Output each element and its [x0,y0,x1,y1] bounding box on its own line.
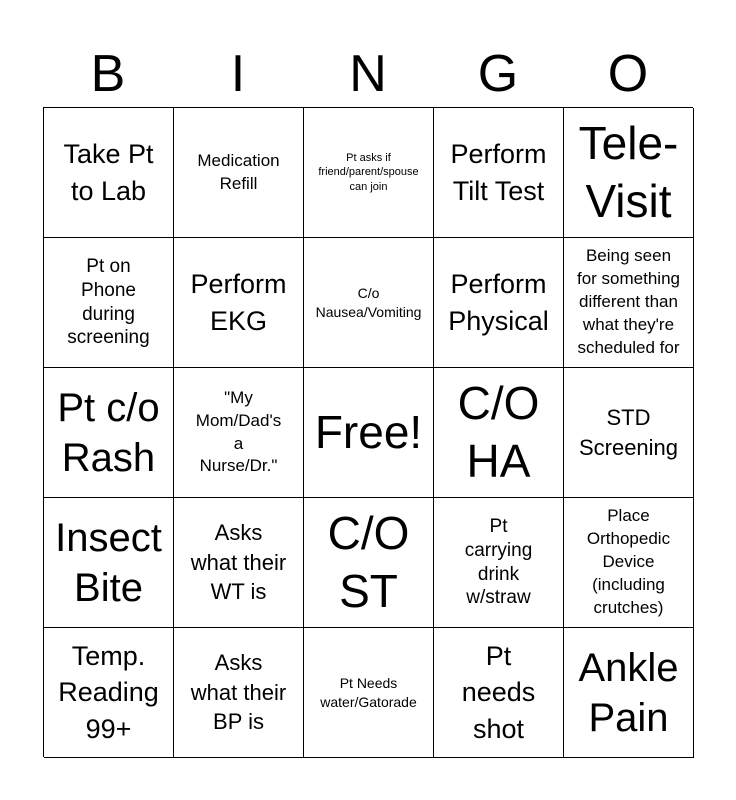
bingo-cell-text: Insect Bite [55,515,162,610]
bingo-cell-r2-c2[interactable] [174,238,304,368]
bingo-cell-text: Temp. Reading 99+ [58,640,159,744]
bingo-cell-r5-c5[interactable] [564,628,694,758]
bingo-cell-text: Asks what their BP is [190,649,287,735]
header-letter-i: I [230,45,246,103]
bingo-cell-r5-c4[interactable] [434,628,564,758]
bingo-card-grid [43,107,693,757]
bingo-cell-text: Free! [314,405,423,458]
bingo-cell-r2-c3[interactable] [304,238,434,368]
bingo-cell-text: Being seen for something different than what they're scheduled for [577,246,680,357]
bingo-cell-text: C/O HA [457,377,540,487]
bingo-cell-r4-c5[interactable] [564,498,694,628]
bingo-cell-text: Pt c/o Rash [57,385,160,480]
bingo-cell-r3-c1[interactable] [44,368,174,498]
bingo-cell-r3-c5[interactable] [564,368,694,498]
header-letter-o: O [607,45,649,103]
bingo-cell-text: Tele- Visit [578,117,679,227]
bingo-cell-text: C/O ST [327,507,410,617]
bingo-cell-r1-c2[interactable] [174,108,304,238]
bingo-cell-r2-c5[interactable] [564,238,694,368]
header-letter-b: B [90,45,126,103]
bingo-cell-text: Pt on Phone during screening [67,256,150,349]
bingo-cell-text: Pt needs shot [461,640,536,744]
bingo-cell-r5-c1[interactable] [44,628,174,758]
bingo-cell-text: Place Orthopedic Device (including crutches) [586,506,671,617]
bingo-cell-r3-c3[interactable] [304,368,434,498]
bingo-cell-r4-c4[interactable] [434,498,564,628]
bingo-cell-text: Asks what their WT is [190,519,287,605]
bingo-cell-text: Perform Tilt Test [450,139,547,206]
bingo-header [43,40,693,108]
header-letter-n: N [349,45,387,103]
bingo-cell-r1-c5[interactable] [564,108,694,238]
bingo-cell-r4-c3[interactable] [304,498,434,628]
bingo-cell-r1-c1[interactable] [44,108,174,238]
bingo-cell-text: "My Mom/Dad's a Nurse/Dr." [195,387,282,476]
header-letter-g: G [477,45,519,103]
bingo-cell-text: Medication Refill [197,150,280,193]
bingo-cell-r5-c3[interactable] [304,628,434,758]
bingo-cell-r4-c2[interactable] [174,498,304,628]
bingo-cell-text: Pt asks if friend/parent/spouse can join [318,152,419,193]
bingo-cell-r1-c3[interactable] [304,108,434,238]
bingo-cell-text: Perform EKG [190,269,287,336]
bingo-cell-r5-c2[interactable] [174,628,304,758]
bingo-cell-r4-c1[interactable] [44,498,174,628]
bingo-cell-r3-c2[interactable] [174,368,304,498]
bingo-cell-r3-c4[interactable] [434,368,564,498]
bingo-cell-text: Pt carrying drink w/straw [464,516,533,609]
bingo-cell-text: Pt Needs water/Gatorade [320,675,417,710]
bingo-cell-text: C/o Nausea/Vomiting [315,285,422,320]
bingo-cell-text: STD Screening [578,404,679,460]
bingo-cell-r1-c4[interactable] [434,108,564,238]
bingo-cell-text: Ankle Pain [578,645,679,740]
bingo-cell-text: Perform Physical [448,269,549,336]
bingo-cell-r2-c1[interactable] [44,238,174,368]
bingo-cell-r2-c4[interactable] [434,238,564,368]
bingo-cell-text: Take Pt to Lab [63,139,154,206]
